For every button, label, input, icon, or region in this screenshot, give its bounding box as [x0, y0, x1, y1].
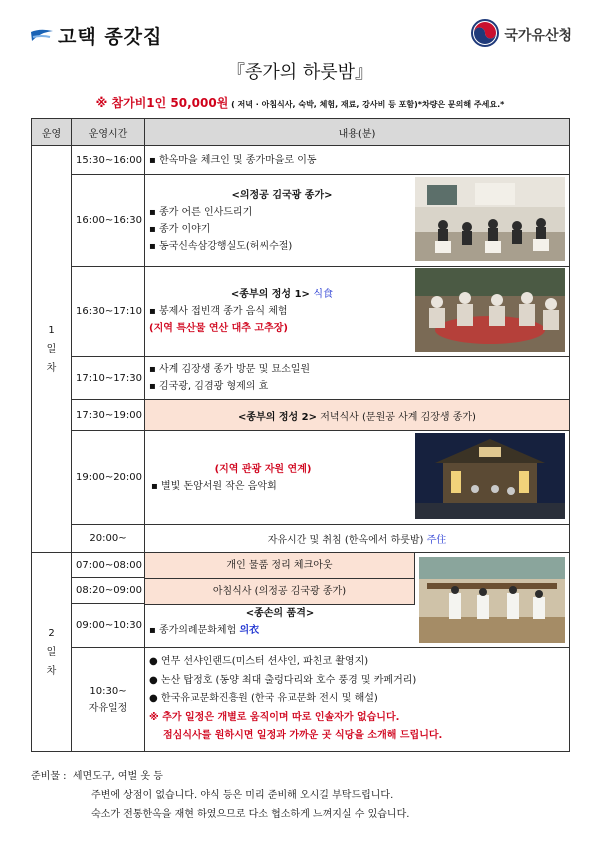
accent-text: 식食	[313, 289, 334, 300]
document-title: 『종가의 하룻밤』	[226, 62, 374, 83]
table-row	[32, 400, 570, 431]
content-cell	[145, 648, 570, 752]
content-line: ▪ 김국광, 김겸광 형제의 효	[149, 381, 269, 392]
preparation-notes	[31, 767, 570, 824]
table-row	[32, 175, 570, 267]
page-header	[0, 0, 600, 60]
content-line: ▪ 종가의례문화체험 의衣	[149, 625, 260, 636]
org-logo	[470, 18, 572, 52]
brush-logo-icon	[30, 28, 54, 44]
time-cell: 19:00~20:00	[72, 431, 145, 525]
content-cell	[145, 431, 570, 525]
content-line: 자유시간 및 취침 (한옥에서 하룻밤)	[267, 535, 424, 546]
content-title: <의정공 김국광 종가>	[231, 189, 333, 201]
content-title-text: <종부의 정성 1>	[230, 289, 310, 300]
content-title	[149, 286, 415, 303]
org-name: 국가유산청	[504, 28, 572, 44]
table-row	[32, 357, 570, 400]
time-cell: 15:30~16:00	[72, 146, 145, 175]
fee-line	[0, 92, 600, 111]
content-line: ▪ 한옥마을 체크인 및 종가마을로 이동	[149, 154, 317, 166]
time-cell: 17:30~19:00	[72, 400, 145, 431]
content-cell	[145, 146, 570, 175]
brand-logo	[30, 22, 162, 49]
time-cell: 17:10~17:30	[72, 357, 145, 400]
col-header-time: 운영시간	[72, 119, 145, 146]
fee-note: ( 저녁 · 아침식사, 숙박, 체험, 재료, 강사비 등 포함)*차량은 문의해 주세요.*	[228, 100, 505, 109]
content-title: <종부의 정성 2>	[238, 411, 318, 423]
prep-row	[31, 767, 570, 786]
content-line: 아침식사 (의정공 김국광 종가)	[145, 579, 415, 605]
content-cell	[145, 525, 570, 553]
time-cell: 10:30~ 자유일정	[72, 648, 145, 752]
highlight-text: (지역 관광 자원 연계)	[214, 463, 312, 475]
content-line: ▪ 사계 김장생 종가 방문 및 묘소일원	[149, 364, 311, 375]
org-emblem-icon	[470, 18, 500, 52]
accent-text: 주住	[426, 535, 447, 546]
content-line: ▪ 봉제사 접빈객 종가 음식 체험	[149, 306, 288, 317]
content-cell	[145, 175, 570, 267]
notice-text: 점심식사를 원하시면 일정과 가까운 곳 식당을 소개해 드립니다.	[163, 730, 443, 742]
time-cell: 16:30~17:10	[72, 267, 145, 357]
brand-logo-text: 고택 종갓집	[58, 26, 163, 48]
table-row	[32, 648, 570, 752]
table-row	[32, 431, 570, 525]
table-row	[32, 553, 570, 578]
table-row	[32, 146, 570, 175]
col-header-day: 운영	[32, 119, 72, 146]
time-cell: 09:00~10:30	[72, 603, 145, 647]
time-cell: 08:20~09:00	[72, 578, 145, 603]
list-item: ● 논산 탑정호 (동양 최대 출렁다리와 호수 풍경 및 카페거리)	[149, 674, 417, 686]
prep-line: 주변에 상점이 없습니다. 야식 등은 미리 준비해 오시길 부탁드립니다.	[91, 790, 394, 801]
time-cell: 16:00~16:30	[72, 175, 145, 267]
content-cell	[145, 267, 570, 357]
photo-meeting-room	[415, 177, 565, 264]
content-cell	[145, 553, 570, 648]
time-cell: 20:00~	[72, 525, 145, 553]
prep-line: 숙소가 전통한옥을 재현 하였으므로 다소 협소하게 느껴지실 수 있습니다.	[91, 809, 410, 820]
table-header-row	[32, 119, 570, 146]
photo-food-experience	[415, 268, 565, 355]
content-line: ▪ 별빛 돈암서원 작은 음악회	[151, 480, 277, 492]
accent-text: 의衣	[239, 625, 260, 636]
schedule-table	[31, 118, 570, 752]
day2-label: 2 일 차	[32, 553, 72, 752]
fee-amount: ※ 참가비1인 50,000원	[95, 96, 229, 110]
list-item: ● 한국유교문화진흥원 (한국 유교문화 전시 및 해설)	[149, 693, 378, 705]
table-row	[32, 525, 570, 553]
table-row	[32, 267, 570, 357]
col-header-content: 내용(분)	[145, 119, 570, 146]
content-line: 개인 물품 정리 체크아웃	[145, 553, 415, 579]
content-line: 저녁식사 (문원공 사계 김장생 종가)	[317, 411, 476, 423]
photo-ceremony	[415, 553, 569, 647]
day1-label: 1 일 차	[32, 146, 72, 553]
content-line: ▪ 종가 어른 인사드리기	[149, 206, 253, 218]
list-item: ● 연무 선샤인랜드(미스터 션샤인, 파친코 촬영지)	[149, 656, 369, 668]
content-line: ▪ 동국신속삼강행실도(허씨수절)	[149, 240, 293, 252]
content-title: <종손의 품격>	[245, 608, 315, 619]
content-cell	[145, 357, 570, 400]
photo-concert	[415, 433, 565, 522]
content-line: ▪ 종가 이야기	[149, 223, 211, 235]
prep-label: 준비물 :	[31, 771, 67, 782]
notice-text: ※ 추가 일정은 개별로 움직이며 따로 인솔자가 없습니다.	[149, 711, 400, 723]
prep-line: 세면도구, 여벌 옷 등	[72, 771, 163, 782]
highlight-text: (지역 특산물 연산 대추 고추장)	[149, 323, 288, 334]
time-cell: 07:00~08:00	[72, 553, 145, 578]
content-cell	[145, 400, 570, 431]
